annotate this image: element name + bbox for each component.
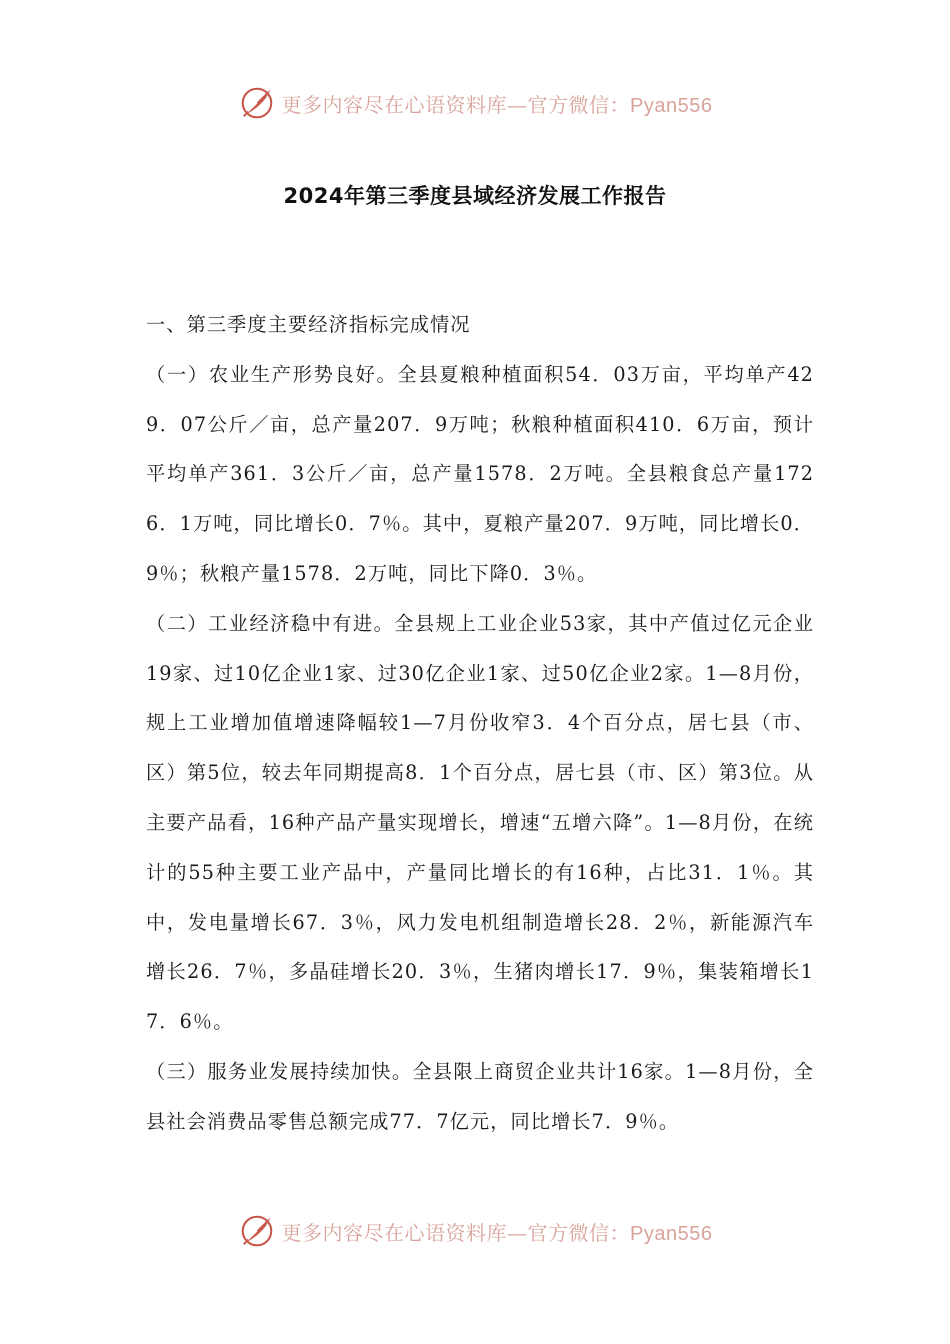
quill-pen-icon [238, 84, 276, 122]
document-title: 2024年第三季度县域经济发展工作报告 [283, 184, 667, 208]
paragraph-agriculture: （一）农业生产形势良好。全县夏粮种植面积54．03万亩，平均单产429．07公斤／亩，总产量207．9万吨；秋粮种植面积410．6万亩，预计平均单产361．3公斤／亩，总产量1578．2万吨。全县粮食总产量1726．1万吨，同比增长0．7％。其中，夏粮产量207．9万吨，同比增长0．9％；秋粮产量1578．2万吨，同比下降0．3％。 [146, 362, 814, 585]
paragraph-services: （三）服务业发展持续加快。全县限上商贸企业共计16家。1—8月份，全县社会消费品零售总额完成77．7亿元，同比增长7．9％。 [146, 1059, 814, 1133]
watermark-text: 更多内容尽在心语资料库—官方微信：Pyan556 [281, 92, 713, 117]
watermark-footer [0, 1212, 950, 1250]
quill-pen-icon [238, 1212, 276, 1250]
watermark-text: 更多内容尽在心语资料库—官方微信：Pyan556 [281, 1220, 713, 1245]
watermark-header [0, 84, 950, 122]
section-heading: 一、第三季度主要经济指标完成情况 [146, 313, 471, 336]
document-body [146, 300, 814, 1147]
paragraph-industry: （二）工业经济稳中有进。全县规上工业企业53家，其中产值过亿元企业19家、过10亿企业1家、过30亿企业1家、过50亿企业2家。1—8月份，规上工业增加值增速降幅较1—7月份收窄3．4个百分点，居七县（市、区）第5位，较去年同期提高8．1个百分点，居七县（市、区）第3位。从主要产品看，16种产品产量实现增长，增速“五增六降”。1—8月份，在统计的55种主要工业产品中，产量同比增长的有16种，占比31．1％。其中，发电量增长67．3％，风力发电机组制造增长28．2％，新能源汽车增长26．7％，多晶硅增长20．3％，生猪肉增长17．9％，集装箱增长17．6％。 [146, 611, 814, 1034]
